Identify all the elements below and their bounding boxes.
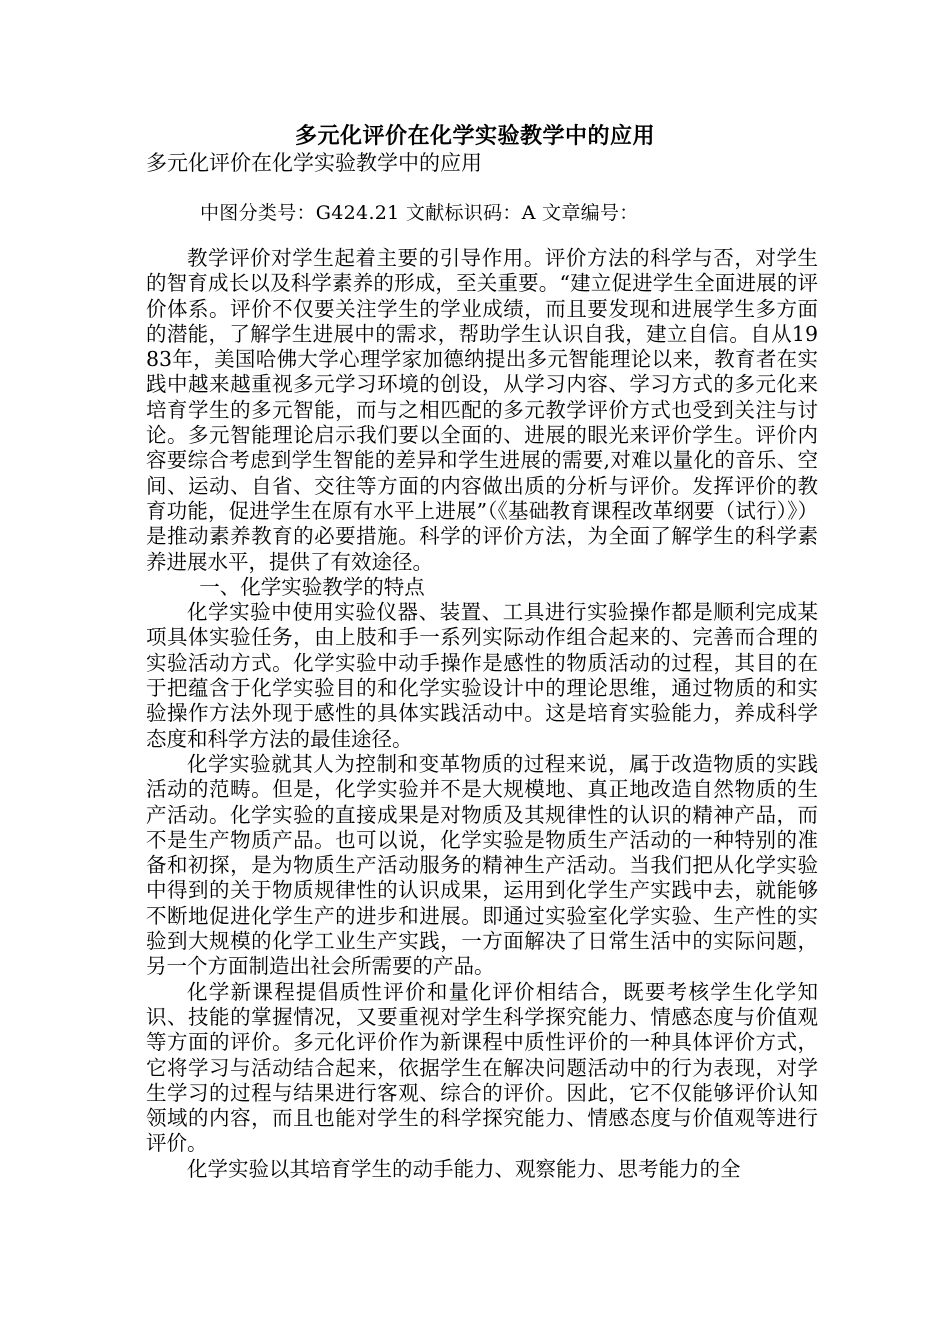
document-title: 多元化评价在化学实验教学中的应用: [294, 124, 655, 149]
section-heading: 一、化学实验教学的特点: [199, 574, 425, 599]
paragraph-truncated: 化学实验以其培育学生的动手能力、观察能力、思考能力的全: [187, 1156, 741, 1181]
paragraph-practice-activity: 化学实验就其人为控制和变革物质的过程来说，属于改造物质的实践活动的范畴。但是，化学实验并不是大规模地、真正地改造自然物质的生产活动。化学实验的直接成果是对物质及其规律性的认识的精神产品，而不是生产物质产品。也可以说，化学实验是物质生产活动的一种特别的准备和初探，是为物质生产活动服务的精神生产活动。当我们把从化学实验中得到的关于物质规律性的认识成果，运用到化学生产实践中去，就能够不断地促进化学生产的进步和进展。即通过实验室化学实验、生产性的实验到大规模的化学工业生产实践，一方面解决了日常生活中的实际问题，另一个方面制造出社会所需要的产品。: [146, 751, 818, 979]
paragraph-intro: 教学评价对学生起着主要的引导作用。评价方法的科学与否，对学生的智育成长以及科学素养的形成，至关重要。“建立促进学生全面进展的评价体系。评价不仅要关注学生的学业成绩，而且要发现和进展学生多方面的潜能，了解学生进展中的需求，帮助学生认识自我，建立自信。自从1983年，美国哈佛大学心理学家加德纳提出多元智能理论以来，教育者在实践中越来越重视多元学习环境的创设，从学习内容、学习方式的多元化来培育学生的多元智能，而与之相匹配的多元教学评价方式也受到关注与讨论。多元智能理论启示我们要以全面的、进展的眼光来评价学生。评价内容要综合考虑到学生智能的差异和学生进展的需要,对难以量化的音乐、空间、运动、自省、交往等方面的内容做出质的分析与评价。发挥评价的教育功能，促进学生在原有水平上进展”（《基础教育课程改革纲要（试行）》）是推动素养教育的必要措施。科学的评价方法，为全面了解学生的科学素养进展水平，提供了有效途径。: [146, 246, 818, 574]
paragraph-new-curriculum: 化学新课程提倡质性评价和量化评价相结合，既要考核学生化学知识、技能的掌握情况，又要重视对学生科学探究能力、情感态度与价值观等方面的评价。多元化评价作为新课程中质性评价的一种具体评价方式，它将学习与活动结合起来，依据学生在解决问题活动中的行为表现，对学生学习的过程与结果进行客观、综合的评价。因此，它不仅能够评价认知领域的内容，而且也能对学生的科学探究能力、情感态度与价值观等进行评价。: [146, 979, 818, 1156]
paragraph-experiment-operation: 化学实验中使用实验仪器、装置、工具进行实验操作都是顺利完成某项具体实验任务，由上肢和手一系列实际动作组合起来的、完善而合理的实验活动方式。化学实验中动手操作是感性的物质活动的过程，其目的在于把蕴含于化学实验目的和化学实验设计中的理论思维，通过物质的和实验操作方法外现于感性的具体实践活动中。这是培育实验能力，养成科学态度和科学方法的最佳途径。: [146, 600, 818, 751]
classification-line: 中图分类号：G424.21 文献标识码：A 文章编号：: [200, 202, 639, 224]
document-body: [146, 246, 818, 1182]
document-subtitle: 多元化评价在化学实验教学中的应用: [146, 151, 482, 175]
